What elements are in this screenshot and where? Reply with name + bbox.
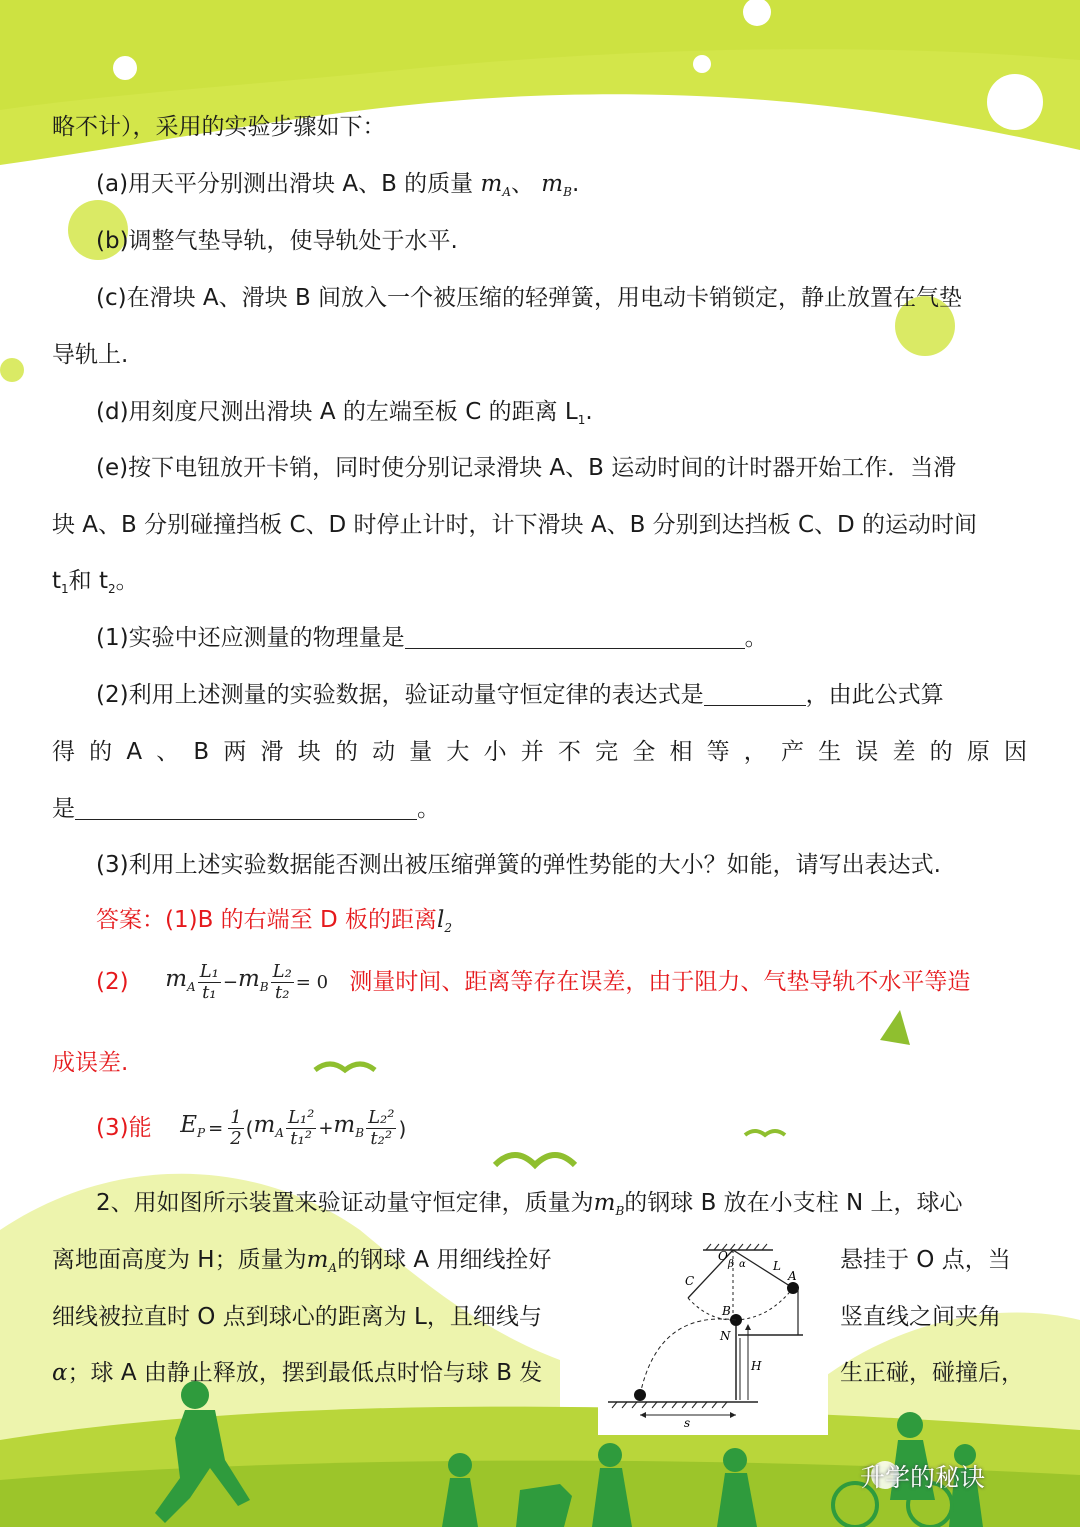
step-d: (d)用刻度尺测出滑块 A 的左端至板 C 的距离 $L_1$. <box>96 399 593 427</box>
spaced-char: A <box>126 739 143 765</box>
problem-2-line-3: 细线被拉直时 O 点到球心的距离为 L，且细线与 <box>52 1304 542 1330</box>
spaced-char: 原 <box>966 739 990 765</box>
problem-2-line-2: 离地面高度为 H；质量为$m_A$的钢球 A 用细线拴好 <box>52 1247 552 1275</box>
mass-a-symbol: $m_A$ <box>480 171 511 199</box>
step-c-continued: 导轨上. <box>52 342 129 368</box>
question-2-line-2 <box>52 737 1027 767</box>
question-2: (2)利用上述测量的实验数据，验证动量守恒定律的表达式是 ，由此公式算 <box>96 682 944 708</box>
spaced-char: 的 <box>89 739 113 765</box>
problem-2-line-1: 2、用如图所示装置来验证动量守恒定律，质量为$m_B$的钢球 B 放在小支柱 N 上，球心 <box>96 1190 963 1218</box>
spaced-char: 误 <box>855 739 879 765</box>
spaced-char: 滑 <box>260 739 284 765</box>
answer-1: 答案：(1)B 的右端至 D 板的距离$l_2$ <box>96 907 453 935</box>
energy-equation: $E_P$ = $\frac{1}{2}$ ( $m_A$ $\frac{\text{L₁²}}{\text{t₁²}}$ + $m_B$ $\frac{\text{L₂²}}{\text{t₂²}}$ ) <box>180 1107 407 1149</box>
spaced-char: 等 <box>706 739 730 765</box>
answer-2-continued: 成误差. <box>52 1050 129 1076</box>
step-a: (a)用天平分别测出滑块 A、B 的质量 $m_A$、 $m_B$. <box>96 171 580 199</box>
question-2-line-3: 是 。 <box>52 796 440 822</box>
question-1: (1)实验中还应测量的物理量是 。 <box>96 625 768 651</box>
label-H: H <box>751 1359 762 1373</box>
step-b: (b)调整气垫导轨，使导轨处于水平. <box>96 228 458 254</box>
problem-2-line-4: α；球 A 由静止释放，摆到最低点时恰与球 B 发 <box>52 1360 543 1386</box>
label-beta: β <box>728 1259 734 1270</box>
mass-b-symbol: $m_B$ <box>541 171 572 199</box>
label-C: C <box>685 1274 695 1288</box>
spaced-char: 差 <box>892 739 916 765</box>
problem-2-line-2-right: 悬挂于 O 点，当 <box>840 1247 1011 1273</box>
answer-2: (2) $m_A$ $\frac{\text{L₁}}{\text{t₁}}$ − $m_B$ $\frac{\text{L₂}}{\text{t₂}}$ = 0 测量时间、距离等存在误差，由于阻力、气垫导轨不水平等造 <box>96 961 971 1003</box>
label-alpha: α <box>739 1259 746 1270</box>
answer-blank <box>75 795 417 820</box>
separator: 、 <box>510 171 534 197</box>
momentum-equation: $m_A$ $\frac{\text{L₁}}{\text{t₁}}$ − $m_B$ $\frac{\text{L₂}}{\text{t₂}}$ = 0 <box>165 961 329 1003</box>
spaced-char: 的 <box>929 739 953 765</box>
spaced-char: 两 <box>223 739 247 765</box>
label-A: A <box>788 1269 797 1283</box>
spaced-char: 完 <box>595 739 619 765</box>
problem-2-line-4-right: 生正碰，碰撞后， <box>840 1360 1024 1386</box>
spaced-char: 小 <box>483 739 507 765</box>
spaced-char: 因 <box>1003 739 1027 765</box>
spaced-char: 的 <box>334 739 358 765</box>
spaced-char: 产 <box>780 739 804 765</box>
spaced-char: 动 <box>372 739 396 765</box>
spaced-char: 不 <box>557 739 581 765</box>
spaced-char: 得 <box>52 739 75 765</box>
spaced-char: 量 <box>409 739 433 765</box>
step-c: (c)在滑块 A、滑块 B 间放入一个被压缩的轻弹簧，用电动卡销锁定，静止放置在气垫 <box>96 285 963 311</box>
answer-blank <box>704 681 806 706</box>
question-3: (3)利用上述实验数据能否测出被压缩弹簧的弹性势能的大小？如能，请写出表达式. <box>96 852 941 878</box>
step-e-continued: 块 A、B 分别碰撞挡板 C、D 时停止计时，计下滑块 A、B 分别到达挡板 C、D 的运动时间 <box>52 512 978 538</box>
label-N: N <box>720 1329 731 1343</box>
problem-2-line-3-right: 竖直线之间夹角 <box>840 1304 1001 1330</box>
label-L: L <box>773 1259 781 1273</box>
pendulum-collision-diagram <box>598 1240 828 1435</box>
spaced-char: 生 <box>818 739 842 765</box>
spaced-char: 、 <box>156 739 180 765</box>
answer-blank <box>405 624 745 649</box>
text-line: 略不计），采用的实验步骤如下： <box>52 114 386 140</box>
watermark: 升学的秘诀 <box>860 1463 986 1492</box>
spaced-char: 块 <box>297 739 321 765</box>
spaced-char: B <box>193 739 210 765</box>
spaced-char: ， <box>743 739 767 765</box>
answer-3: (3)能 $E_P$ = $\frac{1}{2}$ ( $m_A$ $\frac{\text{L₁²}}{\text{t₁²}}$ + $m_B$ $\frac{\text{L₂²}}{\text{t₂²}}$ ) <box>96 1107 407 1149</box>
label-O: O <box>718 1249 728 1263</box>
step-a-text: (a)用天平分别测出滑块 A、B 的质量 <box>96 171 474 197</box>
spaced-char: 相 <box>669 739 693 765</box>
spaced-char: 全 <box>632 739 656 765</box>
label-s: s <box>684 1416 691 1430</box>
spaced-char: 并 <box>520 739 544 765</box>
spaced-char: 大 <box>446 739 470 765</box>
step-e-end: $t_1$和 $t_2$。 <box>52 568 139 596</box>
label-B: B <box>722 1304 731 1318</box>
step-e: (e)按下电钮放开卡销，同时使分别记录滑块 A、B 运动时间的计时器开始工作．当滑 <box>96 455 957 481</box>
